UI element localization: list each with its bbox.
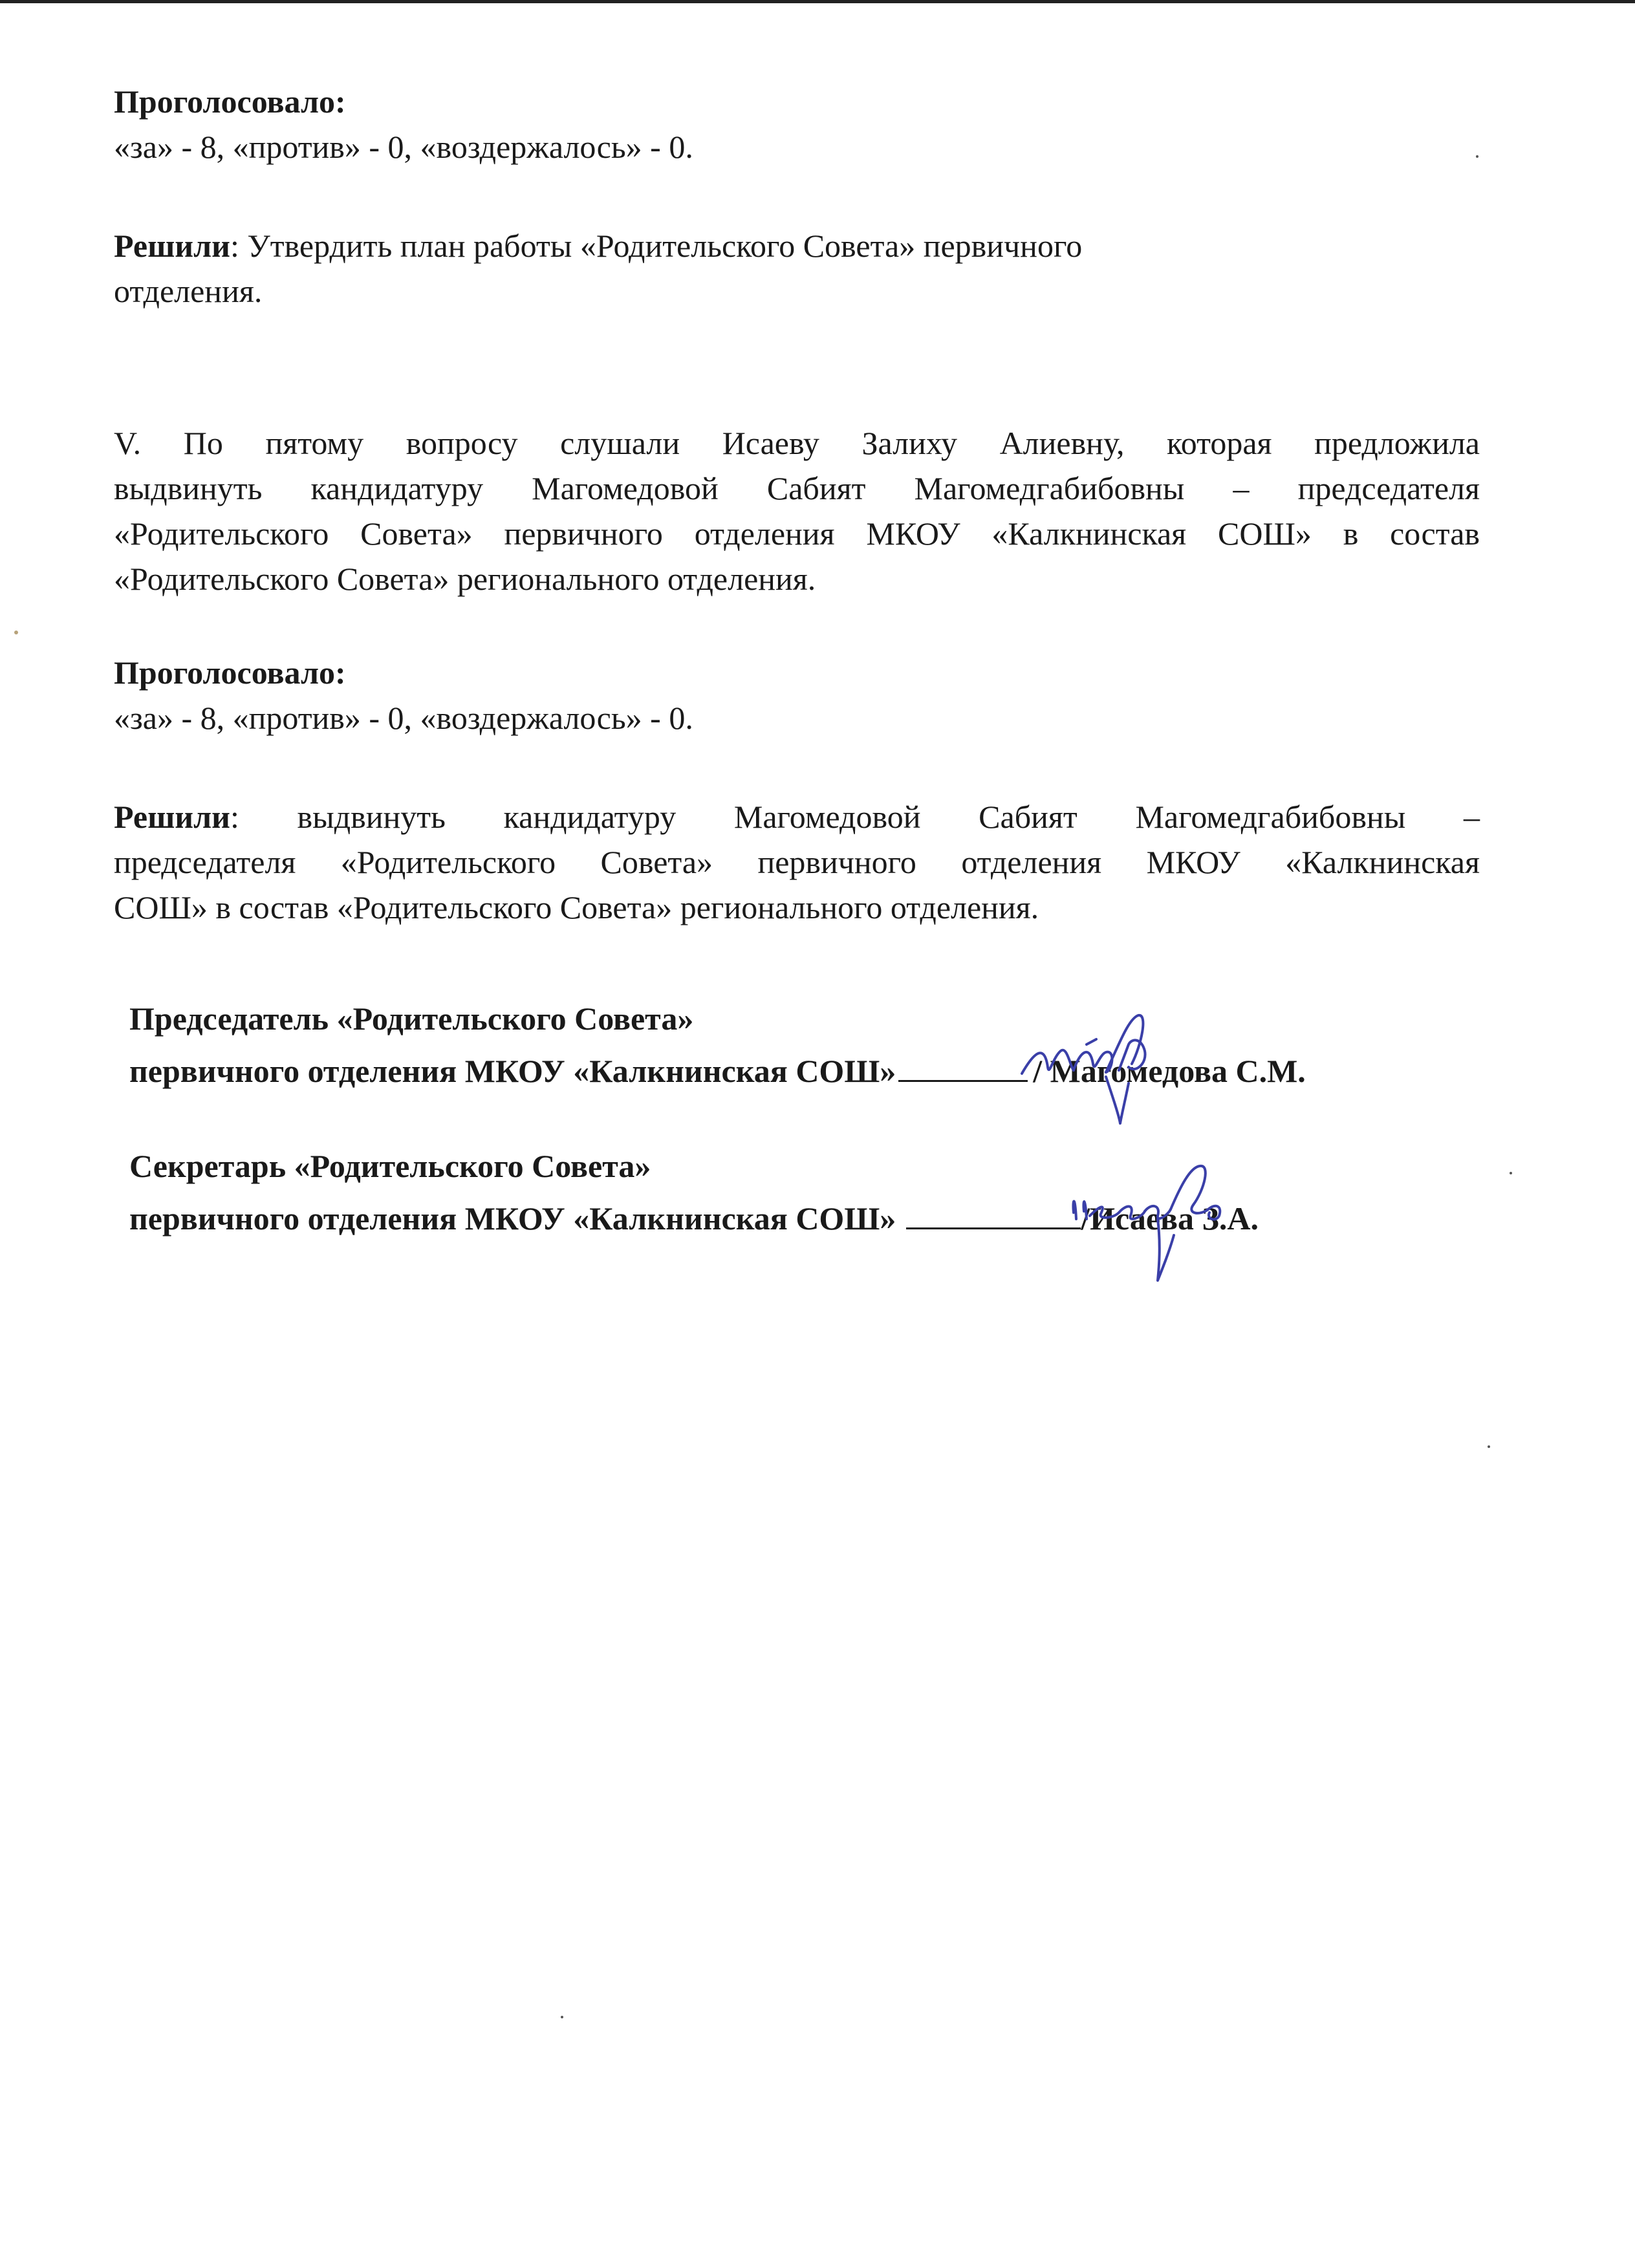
- secretary-name: /Исаева З.А.: [1081, 1200, 1259, 1237]
- agenda-item-5: [114, 420, 1480, 601]
- chairman-signature: [1009, 1006, 1177, 1125]
- decision-text: СОШ» в состав «Родительского Совета» регионального отделения.: [114, 889, 1039, 925]
- secretary-signature: [1061, 1154, 1235, 1284]
- scan-speck: [561, 2016, 563, 2018]
- chairman-name: / Магомедова С.М.: [1033, 1053, 1306, 1089]
- item-line: V. По пятому вопросу слушали Исаеву Залиху Алиевну, которая предложила: [114, 425, 1480, 461]
- chairman-org: первичного отделения МКОУ «Калкнинская СОШ»: [129, 1053, 896, 1089]
- decision-text: председателя «Родительского Совета» первичного отделения МКОУ «Калкнинская: [114, 844, 1480, 880]
- scan-top-edge: [0, 0, 1635, 3]
- decision-text: : Утвердить план работы «Родительского Совета» первичного: [230, 228, 1083, 264]
- secretary-org: первичного отделения МКОУ «Калкнинская СОШ»: [129, 1200, 896, 1237]
- vote-results: «за» - 8, «против» - 0, «воздержалось» - 0.: [114, 129, 693, 165]
- scan-speck: [14, 631, 18, 634]
- decision-block-2: [114, 794, 1480, 930]
- item-line: «Родительского Совета» первичного отделения МКОУ «Калкнинская СОШ» в состав: [114, 515, 1480, 552]
- chairman-title: Председатель «Родительского Совета»: [129, 1000, 694, 1037]
- decision-label: Решили: [114, 799, 230, 835]
- vote-heading: Проголосовало:: [114, 654, 346, 691]
- decision-text-cont: отделения.: [114, 273, 263, 309]
- secretary-title: Секретарь «Родительского Совета»: [129, 1148, 651, 1184]
- vote-heading: Проголосовало:: [114, 83, 346, 120]
- vote-block-1: [114, 79, 1480, 169]
- decision-block-1: [114, 223, 1480, 314]
- scan-speck: [1488, 1445, 1490, 1448]
- item-line: «Родительского Совета» регионального отделения.: [114, 561, 816, 597]
- decision-label: Решили: [114, 228, 230, 264]
- scan-speck: [1476, 155, 1478, 158]
- signature-underline: [906, 1195, 1081, 1229]
- item-line: выдвинуть кандидатуру Магомедовой Сабият Магомедгабибовны – председателя: [114, 470, 1480, 506]
- vote-block-2: [114, 650, 1480, 740]
- vote-results: «за» - 8, «против» - 0, «воздержалось» - 0.: [114, 700, 693, 736]
- decision-text: : выдвинуть кандидатуру Магомедовой Сабият Магомедгабибовны –: [230, 799, 1480, 835]
- scan-speck: [1510, 1172, 1512, 1174]
